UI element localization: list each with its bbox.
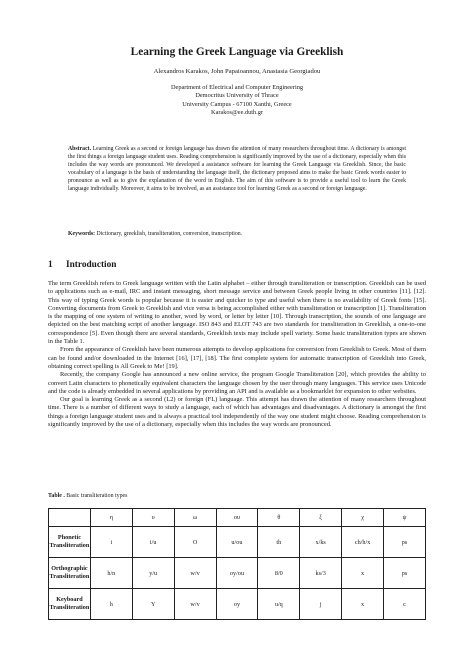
- paragraph: From the appearance of Greeklish have been numerous attempts to develop applications for conversion from Greeklish to Greek. Most of them can be found and/or downloaded in the Internet [16], [17], [18]. The first complete system for automatic transcription of Greeklish into Greek, obtaining correct spelling is All Greek to Me! [19].: [48, 346, 426, 370]
- table-cell: i: [90, 527, 132, 558]
- row-label: Phonetic Transliteration: [49, 527, 91, 558]
- row-label: Orthographic Transliteration: [49, 558, 91, 589]
- table-cell: j: [300, 589, 342, 620]
- table-header-cell: ου: [216, 509, 258, 527]
- table-header-cell: ξ: [300, 509, 342, 527]
- table-cell: h/n: [90, 558, 132, 589]
- table-cell: 8/0: [258, 558, 300, 589]
- author-list: Alexandros Karakos, John Papaioannou, Anastasia Georgiadou: [153, 68, 321, 75]
- table-cell: y/u: [132, 558, 174, 589]
- table-caption: [48, 493, 127, 499]
- table-cell: ps: [384, 527, 426, 558]
- table-cell: h: [90, 589, 132, 620]
- table-cell: c: [384, 589, 426, 620]
- table-cell: i/u: [132, 527, 174, 558]
- table-header-cell: ψ: [384, 509, 426, 527]
- abstract: [68, 146, 406, 193]
- keywords-text: Dictionary, greeklish, transliteration, conversion, transcription.: [95, 231, 243, 237]
- table-cell: oy/ou: [216, 558, 258, 589]
- table-cell: ps: [384, 558, 426, 589]
- paragraph: Recently, the company Google has announced a new online service, the program Google Transliteration [20], which provides the ability to convert Latin characters to phonetically equivalent characters the language chosen by the user through many languages. This service uses Unicode and the code is already embedded in several applications by providing an API and is available as a bookmarklet for expansion to other websites.: [48, 371, 426, 395]
- section-title: Introduction: [66, 260, 117, 270]
- table-header-row: [49, 509, 426, 527]
- table-cell: u/ou: [216, 527, 258, 558]
- table-row: [49, 558, 426, 589]
- section-number: 1: [48, 260, 53, 270]
- section-body: [48, 280, 426, 429]
- affiliation-email: Karakos@ee.duth.gr: [211, 108, 263, 116]
- table-cell: th: [258, 527, 300, 558]
- abstract-text: Learning Greek as a second or foreign language has drawn the attention of many researchers throughout time. A dictionary is amongst the first things a foreign language student uses. Reading comprehension is significantly improved by the use of a dictionary, especially when this includes the way words are pronounced. We developed a assistance software for learning the Greek Language via Greeklish. Since, the basic vocabulary of a language is the basis of understanding the language itself, the dictionary proposed aims to make the basic Greek words easier to pronounce as well as to give the explanation of the word in English. The aim of this software is to provide a useful tool to learn the Greek language individually. Moreover, it aims to be involved, as an assistance tool for learning Greek as a second or foreign language.: [68, 146, 406, 192]
- table-cell: Y: [132, 589, 174, 620]
- table-cell: x: [342, 558, 384, 589]
- table-header-cell: χ: [342, 509, 384, 527]
- affiliation-block: [0, 84, 474, 117]
- transliteration-table: [48, 508, 426, 620]
- affiliation-department: Department of Electrical and Computer Engineering: [170, 84, 303, 91]
- table-header-cell: ω: [174, 509, 216, 527]
- table-label: Table .: [48, 493, 65, 499]
- abstract-label: Abstract.: [68, 146, 92, 152]
- table-row: [49, 527, 426, 558]
- table-cell: x/ks: [300, 527, 342, 558]
- paragraph: The term Greeklish refers to Greek language written with the Latin alphabet – either through transliteration or transcription. Greeklish can be used to applications such as e-mail, IRC and instant messaging, short message service and between Greek people living in other countries [11]. [12]. This way of typing Greek words is popular because it is easier and quicker to type and useful when there is no availability of Greek fonts [15]. Converting documents from Greek to Greeklish and vice versa is being accomplished either with transliteration or transcription [1]. Transliteration is the mapping of one system of writing to another, word by word, or letter by letter [10]. Through transcription, the sounds of one language are depicted on the best matching script of another language. ISO 843 and ELOT 743 are two standards for transliteration in Greeklish, a one-to-one correspondence [5]. Even though there are several standards, Greeklish texts may include spell variety. Some basic transliteration types are shown in the Table 1.: [48, 280, 426, 346]
- table-cell: w/v: [174, 558, 216, 589]
- table-cell: ks/3: [300, 558, 342, 589]
- table-cell: ch/h/x: [342, 527, 384, 558]
- table-row: [49, 589, 426, 620]
- table-cell: oy: [216, 589, 258, 620]
- table-cell: w/v: [174, 589, 216, 620]
- keywords: [68, 231, 406, 237]
- section-heading: [48, 260, 116, 270]
- paper-title: Learning the Greek Language via Greeklish: [130, 46, 344, 58]
- affiliation-address: University Campus - 67100 Xanthi, Greece: [182, 100, 292, 108]
- table-header-cell: υ: [132, 509, 174, 527]
- table-caption-text: Basic transliteration types: [64, 493, 128, 499]
- table-cell: x: [342, 589, 384, 620]
- affiliation-university: Democritus University of Thrace: [195, 92, 279, 100]
- table-header-cell: η: [90, 509, 132, 527]
- paragraph: Our goal is learning Greek as a second (L2) or foreign (FL) language. This attempt has drawn the attention of many researchers throughout time. There is a number of different ways to study a language, each of which has advantages and disadvantages. A dictionary is amongst the first things a foreign language student uses and is always a practical tool independently of the way one student might choose. Reading comprehension is significantly improved by the use of a dictionary, especially when this includes the way words are pronounced.: [48, 396, 426, 429]
- keywords-label: Keywords:: [68, 231, 96, 237]
- table-header-cell: [49, 509, 91, 527]
- table-cell: u/q: [258, 589, 300, 620]
- table-header-cell: θ: [258, 509, 300, 527]
- row-label: Keyboard Transliteration: [49, 589, 91, 620]
- table-cell: O: [174, 527, 216, 558]
